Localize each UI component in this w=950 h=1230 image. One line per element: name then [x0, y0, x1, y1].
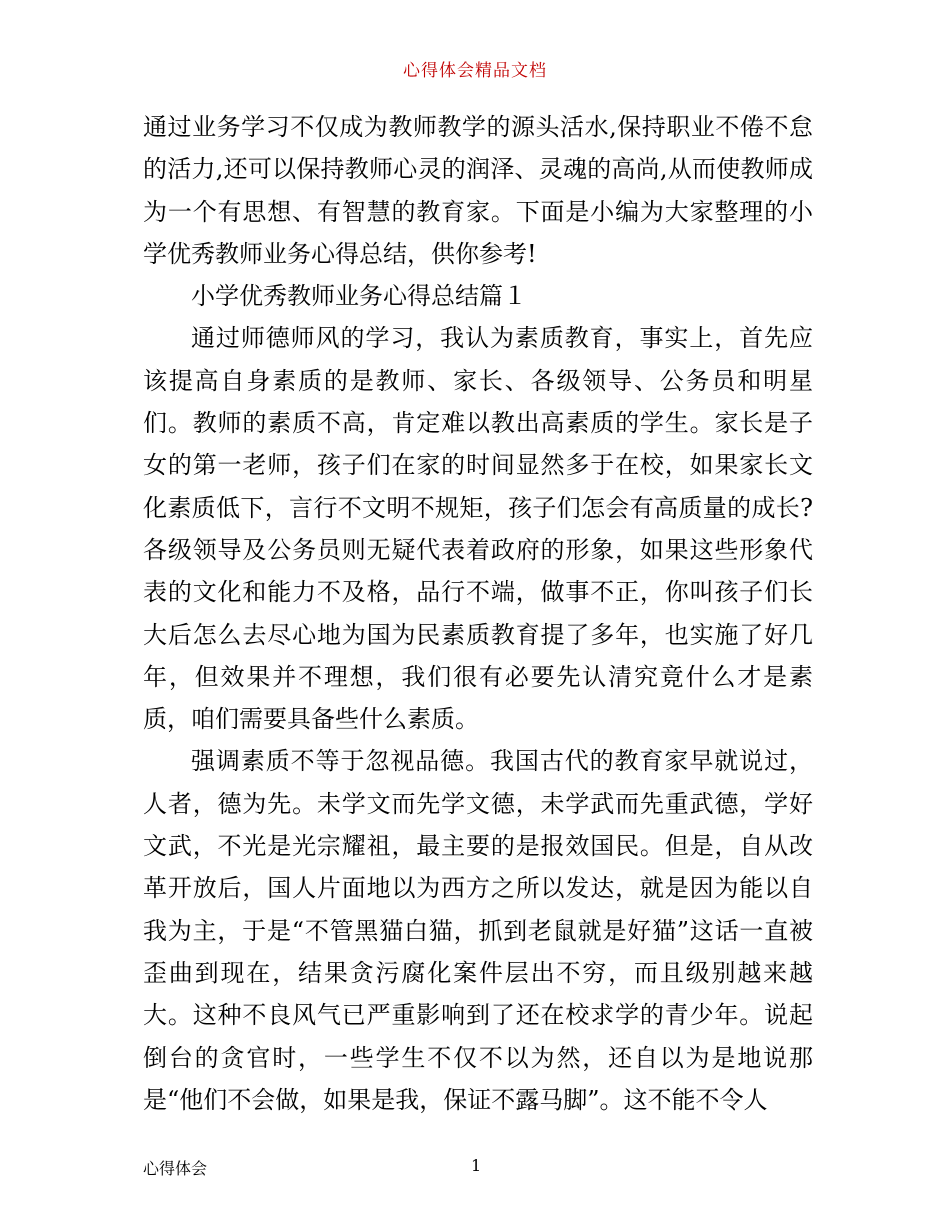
- intro-paragraph: 通过业务学习不仅成为教师教学的源头活水,保持职业不倦不怠的活力,还可以保持教师心灵的润泽、灵魂的高尚,从而使教师成为一个有思想、有智慧的教育家。下面是小编为大家整理的小学优秀教师业务心得总结，供你参考!: [143, 113, 813, 268]
- page-footer-label: 心得体会: [143, 1159, 208, 1178]
- document-body: [143, 106, 813, 1121]
- section-heading: 小学优秀教师业务心得总结篇１: [191, 282, 527, 311]
- page-number: 1: [471, 1156, 482, 1175]
- page-header-title: 心得体会精品文档: [403, 61, 547, 81]
- body-paragraph-2: 强调素质不等于忽视品德。我国古代的教育家早就说过，人者，德为先。未学文而先学文德，未学武而先重武德，学好文武，不光是光宗耀祖，最主要的是报效国民。但是，自从改革开放后，国人片面地以为西方之所以发达，就是因为能以自我为主，于是“不管黑猫白猫，抓到老鼠就是好猫”这话一直被歪曲到现在，结果贪污腐化案件层出不穷，而且级别越来越大。这种不良风气已严重影响到了还在校求学的青少年。说起倒台的贪官时，一些学生不仅不以为然，还自以为是地说那是“他们不会做，如果是我，保证不露马脚”。这不能不令人: [143, 747, 813, 1114]
- body-paragraph-1: 通过师德师风的学习，我认为素质教育，事实上，首先应该提高自身素质的是教师、家长、各级领导、公务员和明星们。教师的素质不高，肯定难以教出高素质的学生。家长是子女的第一老师，孩子们在家的时间显然多于在校，如果家长文化素质低下，言行不文明不规矩，孩子们怎会有高质量的成长?各级领导及公务员则无疑代表着政府的形象，如果这些形象代表的文化和能力不及格，品行不端，做事不正，你叫孩子们长大后怎么去尽心地为国为民素质教育提了多年，也实施了好几年，但效果并不理想，我们很有必要先认清究竟什么才是素质，咱们需要具备些什么素质。: [143, 324, 813, 734]
